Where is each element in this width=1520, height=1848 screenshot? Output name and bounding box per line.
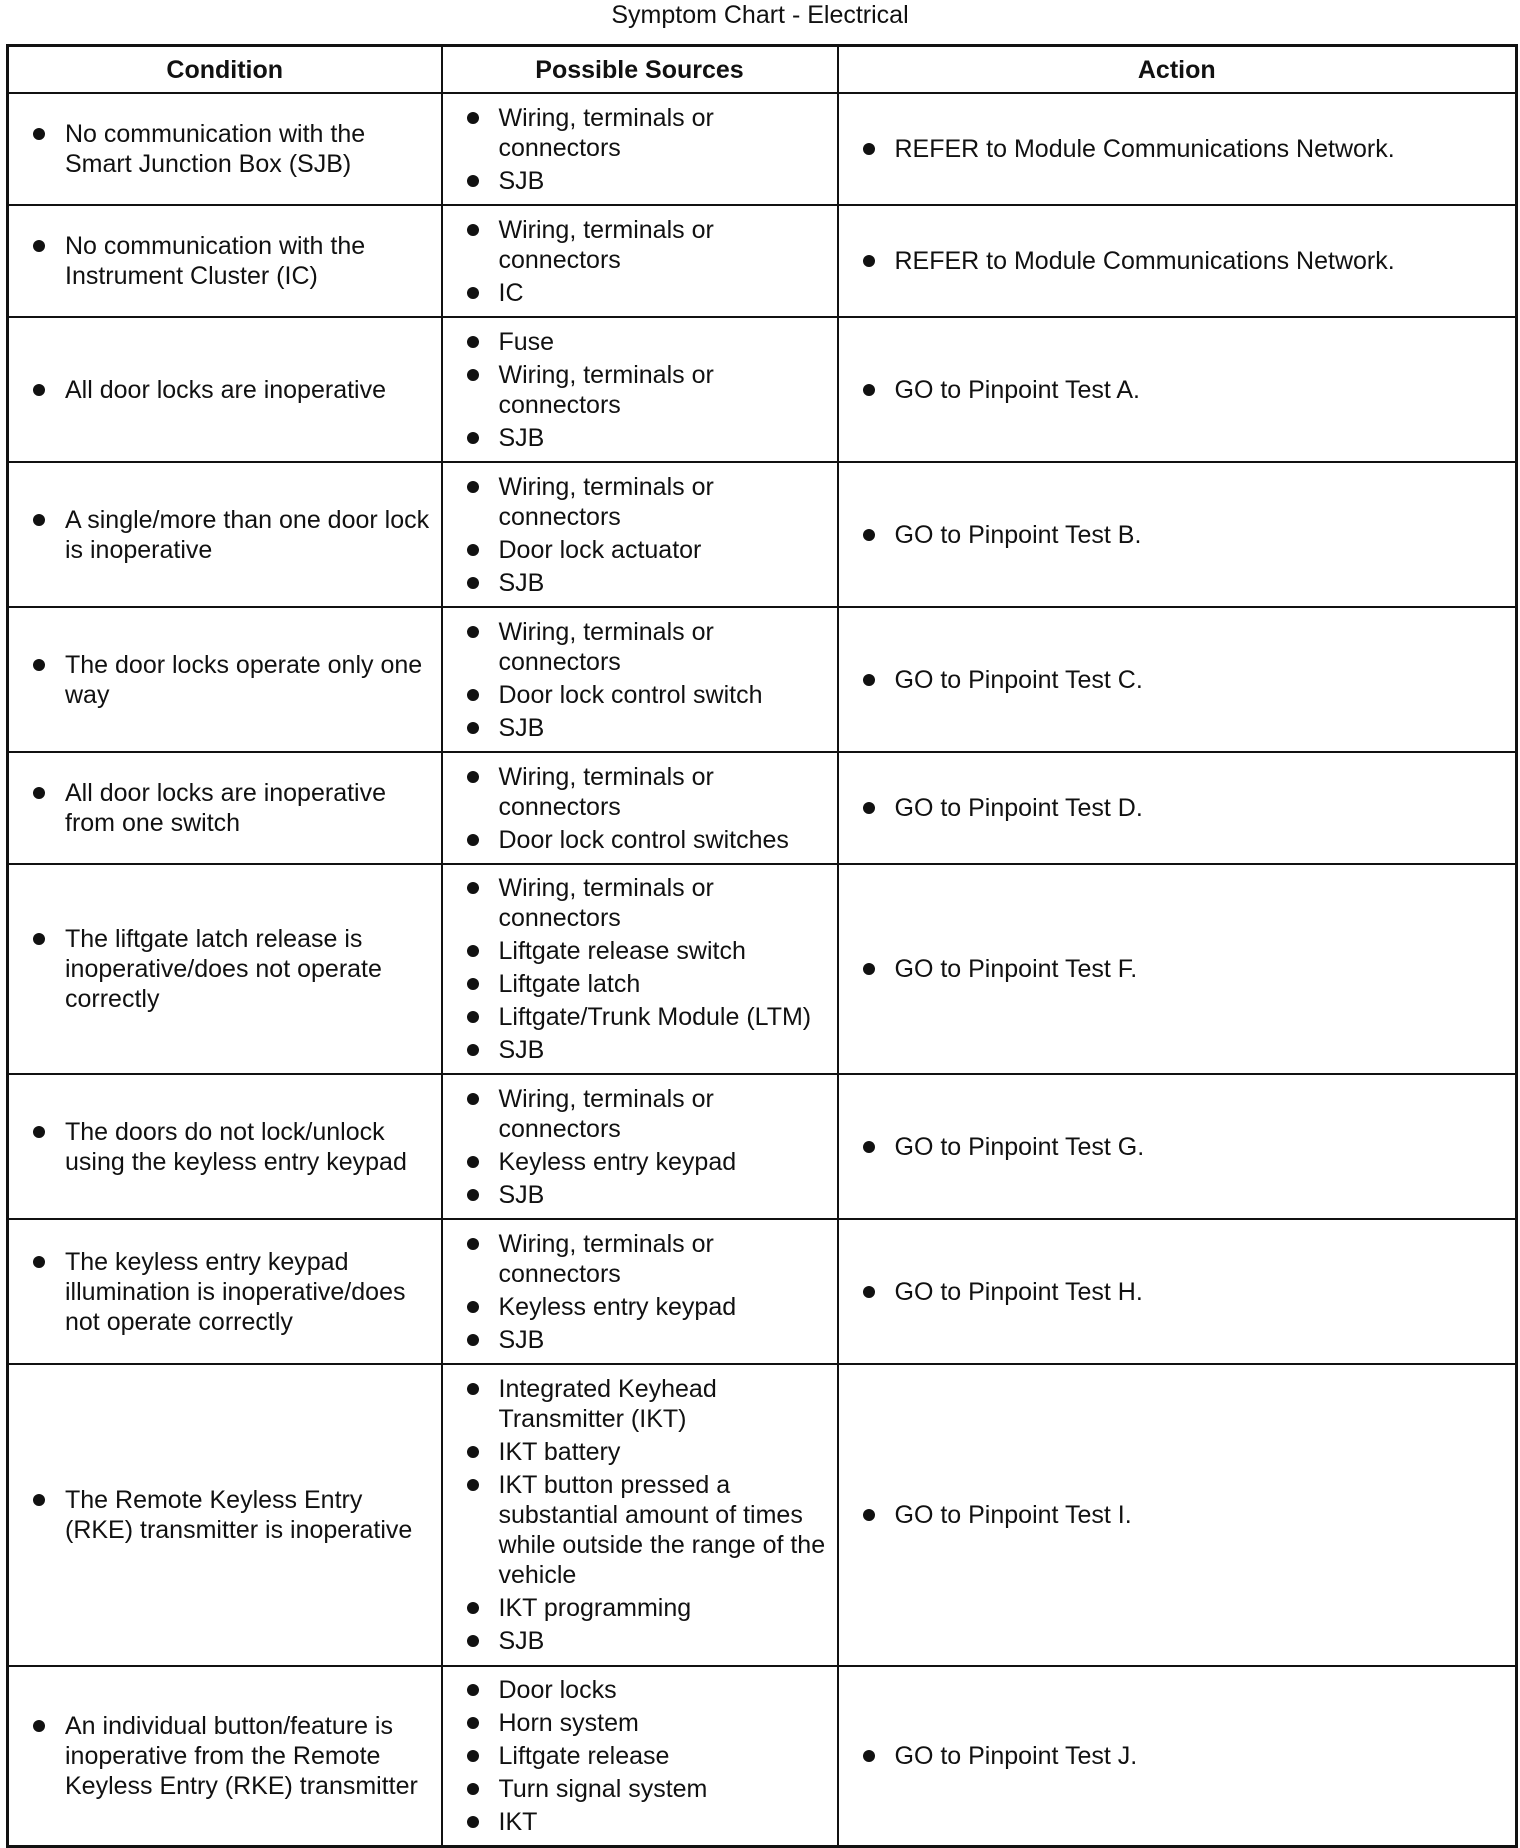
possible-sources-list <box>465 762 827 855</box>
action-text: GO to Pinpoint Test C. <box>861 665 1506 695</box>
action-list <box>861 1741 1506 1771</box>
action-cell <box>838 607 1517 752</box>
possible-sources-cell <box>442 1666 838 1846</box>
action-text: GO to Pinpoint Test D. <box>861 793 1506 823</box>
action-cell <box>838 1219 1517 1364</box>
condition-cell <box>8 462 442 607</box>
condition-cell <box>8 864 442 1074</box>
condition-list <box>31 1247 431 1337</box>
possible-source-item: Wiring, terminals or connectors <box>465 1084 827 1144</box>
condition-list <box>31 1117 431 1177</box>
action-list <box>861 134 1506 164</box>
condition-list <box>31 650 431 710</box>
possible-source-item: Horn system <box>465 1708 827 1738</box>
condition-text: The keyless entry keypad illumination is inoperative/does not operate correctly <box>31 1247 431 1337</box>
action-text: GO to Pinpoint Test I. <box>861 1500 1506 1530</box>
action-list <box>861 246 1506 276</box>
condition-cell <box>8 317 442 462</box>
condition-list <box>31 375 431 405</box>
condition-list <box>31 119 431 179</box>
condition-text: The door locks operate only one way <box>31 650 431 710</box>
possible-sources-cell <box>442 1074 838 1219</box>
action-text: GO to Pinpoint Test J. <box>861 1741 1506 1771</box>
possible-sources-list <box>465 215 827 308</box>
table-row <box>8 93 1517 205</box>
possible-source-item: IKT programming <box>465 1593 827 1623</box>
possible-source-item: Wiring, terminals or connectors <box>465 472 827 532</box>
action-text: GO to Pinpoint Test H. <box>861 1277 1506 1307</box>
possible-source-item: SJB <box>465 1180 827 1210</box>
possible-sources-cell <box>442 607 838 752</box>
condition-cell <box>8 1666 442 1846</box>
condition-list <box>31 231 431 291</box>
action-cell <box>838 317 1517 462</box>
condition-text: The liftgate latch release is inoperative/does not operate correctly <box>31 924 431 1014</box>
table-row <box>8 1219 1517 1364</box>
header-row <box>8 46 1517 94</box>
possible-source-item: Wiring, terminals or connectors <box>465 360 827 420</box>
possible-sources-list <box>465 1084 827 1210</box>
condition-text: A single/more than one door lock is inoperative <box>31 505 431 565</box>
condition-text: No communication with the Instrument Cluster (IC) <box>31 231 431 291</box>
condition-text: An individual button/feature is inoperative from the Remote Keyless Entry (RKE) transmitter <box>31 1711 431 1801</box>
possible-sources-list <box>465 103 827 196</box>
possible-source-item: SJB <box>465 166 827 196</box>
possible-sources-list <box>465 472 827 598</box>
possible-source-item: Liftgate/Trunk Module (LTM) <box>465 1002 827 1032</box>
possible-source-item: IKT battery <box>465 1437 827 1467</box>
action-list <box>861 1132 1506 1162</box>
action-cell <box>838 462 1517 607</box>
possible-source-item: Keyless entry keypad <box>465 1292 827 1322</box>
table-row <box>8 1666 1517 1846</box>
action-text: GO to Pinpoint Test B. <box>861 520 1506 550</box>
condition-text: All door locks are inoperative <box>31 375 431 405</box>
possible-source-item: SJB <box>465 568 827 598</box>
action-text: GO to Pinpoint Test G. <box>861 1132 1506 1162</box>
possible-sources-cell <box>442 205 838 317</box>
possible-source-item: Fuse <box>465 327 827 357</box>
possible-sources-list <box>465 1374 827 1656</box>
condition-text: The doors do not lock/unlock using the keyless entry keypad <box>31 1117 431 1177</box>
possible-source-item: Turn signal system <box>465 1774 827 1804</box>
symptom-chart-table <box>6 44 1518 1848</box>
possible-source-item: Door lock control switches <box>465 825 827 855</box>
table-row <box>8 317 1517 462</box>
possible-source-item: Liftgate release switch <box>465 936 827 966</box>
table-row <box>8 607 1517 752</box>
possible-source-item: Door locks <box>465 1675 827 1705</box>
possible-sources-list <box>465 617 827 743</box>
condition-cell <box>8 1074 442 1219</box>
condition-cell <box>8 93 442 205</box>
action-text: REFER to Module Communications Network. <box>861 134 1506 164</box>
header-condition: Condition <box>8 46 442 94</box>
possible-source-item: Wiring, terminals or connectors <box>465 103 827 163</box>
condition-list <box>31 1711 431 1801</box>
table-row <box>8 1074 1517 1219</box>
possible-sources-cell <box>442 93 838 205</box>
table-row <box>8 752 1517 864</box>
possible-sources-list <box>465 1229 827 1355</box>
table-row <box>8 1364 1517 1666</box>
action-text: GO to Pinpoint Test A. <box>861 375 1506 405</box>
chart-body <box>8 93 1517 1846</box>
condition-cell <box>8 1364 442 1666</box>
possible-sources-list <box>465 1675 827 1837</box>
possible-source-item: Liftgate release <box>465 1741 827 1771</box>
possible-source-item: SJB <box>465 423 827 453</box>
possible-source-item: Door lock actuator <box>465 535 827 565</box>
possible-source-item: SJB <box>465 713 827 743</box>
action-list <box>861 793 1506 823</box>
condition-cell <box>8 752 442 864</box>
possible-source-item: Wiring, terminals or connectors <box>465 617 827 677</box>
action-list <box>861 375 1506 405</box>
action-list <box>861 954 1506 984</box>
action-cell <box>838 752 1517 864</box>
possible-sources-cell <box>442 864 838 1074</box>
header-action: Action <box>838 46 1517 94</box>
possible-source-item: Keyless entry keypad <box>465 1147 827 1177</box>
possible-source-item: SJB <box>465 1626 827 1656</box>
possible-source-item: Wiring, terminals or connectors <box>465 215 827 275</box>
possible-source-item: SJB <box>465 1325 827 1355</box>
possible-source-item: IC <box>465 278 827 308</box>
table-row <box>8 864 1517 1074</box>
action-cell <box>838 864 1517 1074</box>
condition-cell <box>8 205 442 317</box>
possible-sources-cell <box>442 462 838 607</box>
condition-cell <box>8 1219 442 1364</box>
condition-text: All door locks are inoperative from one switch <box>31 778 431 838</box>
action-list <box>861 1277 1506 1307</box>
condition-text: The Remote Keyless Entry (RKE) transmitter is inoperative <box>31 1485 431 1545</box>
possible-source-item: Integrated Keyhead Transmitter (IKT) <box>465 1374 827 1434</box>
possible-source-item: Liftgate latch <box>465 969 827 999</box>
action-text: GO to Pinpoint Test F. <box>861 954 1506 984</box>
possible-source-item: Door lock control switch <box>465 680 827 710</box>
condition-list <box>31 924 431 1014</box>
action-list <box>861 1500 1506 1530</box>
action-list <box>861 665 1506 695</box>
action-cell <box>838 1364 1517 1666</box>
action-cell <box>838 1666 1517 1846</box>
possible-sources-cell <box>442 1219 838 1364</box>
possible-source-item: IKT button pressed a substantial amount of times while outside the range of the vehicle <box>465 1470 827 1590</box>
possible-sources-list <box>465 873 827 1065</box>
condition-list <box>31 505 431 565</box>
condition-text: No communication with the Smart Junction Box (SJB) <box>31 119 431 179</box>
possible-sources-cell <box>442 317 838 462</box>
possible-source-item: Wiring, terminals or connectors <box>465 1229 827 1289</box>
possible-sources-list <box>465 327 827 453</box>
table-row <box>8 462 1517 607</box>
action-cell <box>838 205 1517 317</box>
action-text: REFER to Module Communications Network. <box>861 246 1506 276</box>
table-row <box>8 205 1517 317</box>
condition-list <box>31 1485 431 1545</box>
condition-list <box>31 778 431 838</box>
possible-source-item: Wiring, terminals or connectors <box>465 762 827 822</box>
header-possible-sources: Possible Sources <box>442 46 838 94</box>
possible-source-item: IKT <box>465 1807 827 1837</box>
action-cell <box>838 1074 1517 1219</box>
action-list <box>861 520 1506 550</box>
possible-source-item: Wiring, terminals or connectors <box>465 873 827 933</box>
action-cell <box>838 93 1517 205</box>
possible-sources-cell <box>442 1364 838 1666</box>
condition-cell <box>8 607 442 752</box>
possible-sources-cell <box>442 752 838 864</box>
possible-source-item: SJB <box>465 1035 827 1065</box>
chart-title: Symptom Chart - Electrical <box>611 1 909 29</box>
